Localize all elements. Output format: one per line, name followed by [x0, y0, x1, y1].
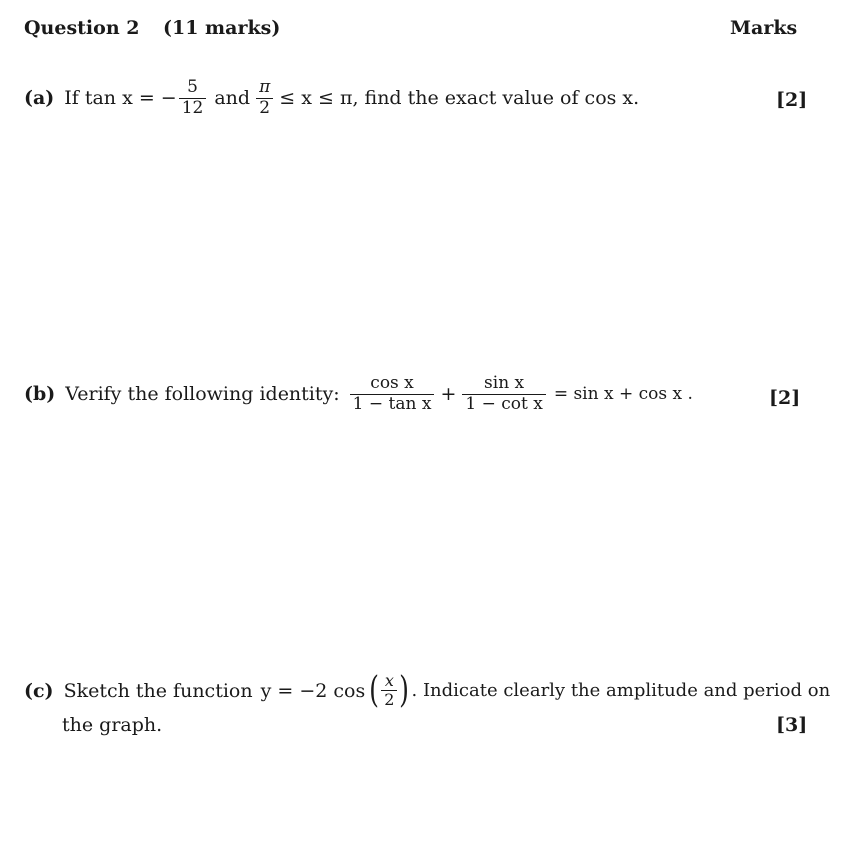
part-a — [24, 78, 639, 118]
part-b-plus: + — [440, 383, 457, 406]
part-b-text: Verify the following identity: — [65, 383, 340, 406]
part-b-fraction-1 — [350, 374, 435, 414]
part-c-text1: Sketch the function — [63, 679, 253, 702]
part-a-frac1-num: 5 — [179, 78, 207, 99]
part-c-label: (c) — [24, 679, 54, 702]
part-b-frac1-den: 1 − tan x — [352, 393, 432, 414]
part-c-text3: the graph. — [62, 714, 163, 736]
part-b-frac2-num: sin x — [462, 374, 545, 395]
part-c-frac-num: x — [381, 672, 397, 691]
part-c-right-paren: ) — [399, 669, 410, 711]
part-b — [24, 374, 693, 414]
part-b-label: (b) — [24, 383, 56, 406]
part-a-fraction-pi-2 — [256, 78, 273, 118]
part-c-text2: . Indicate clearly the amplitude and period on — [411, 680, 831, 702]
part-b-fraction-2 — [462, 374, 545, 414]
part-a-text-and: and — [214, 87, 251, 110]
part-a-tan-expr: tan x = − — [84, 87, 177, 110]
part-a-frac1-den: 12 — [181, 97, 204, 118]
question-title: Question 2 — [24, 17, 140, 39]
part-c-line1 — [24, 669, 831, 711]
part-a-marks: [2] — [776, 89, 808, 111]
part-c-frac-den: 2 — [384, 690, 395, 710]
question-total-marks: (11 marks) — [163, 17, 281, 39]
part-b-frac1-num: cos x — [350, 374, 435, 395]
part-a-frac2-num: π — [256, 78, 273, 99]
part-a-text-if: If — [64, 87, 79, 110]
part-c-function: y = −2 cos — [260, 679, 366, 702]
part-c-marks: [3] — [776, 714, 808, 736]
part-b-rhs: = sin x + cos x . — [553, 384, 693, 405]
marks-column-heading: Marks — [730, 17, 798, 39]
part-a-fraction-5-12 — [179, 78, 207, 118]
part-a-inequality-text: ≤ x ≤ π, find the exact value of cos x. — [279, 87, 640, 110]
part-c-fraction — [381, 672, 397, 710]
part-a-label: (a) — [24, 87, 55, 110]
part-a-frac2-den: 2 — [259, 97, 271, 118]
part-c-left-paren: ( — [369, 669, 380, 711]
part-b-frac2-den: 1 − cot x — [465, 393, 543, 414]
part-b-marks: [2] — [769, 387, 801, 409]
